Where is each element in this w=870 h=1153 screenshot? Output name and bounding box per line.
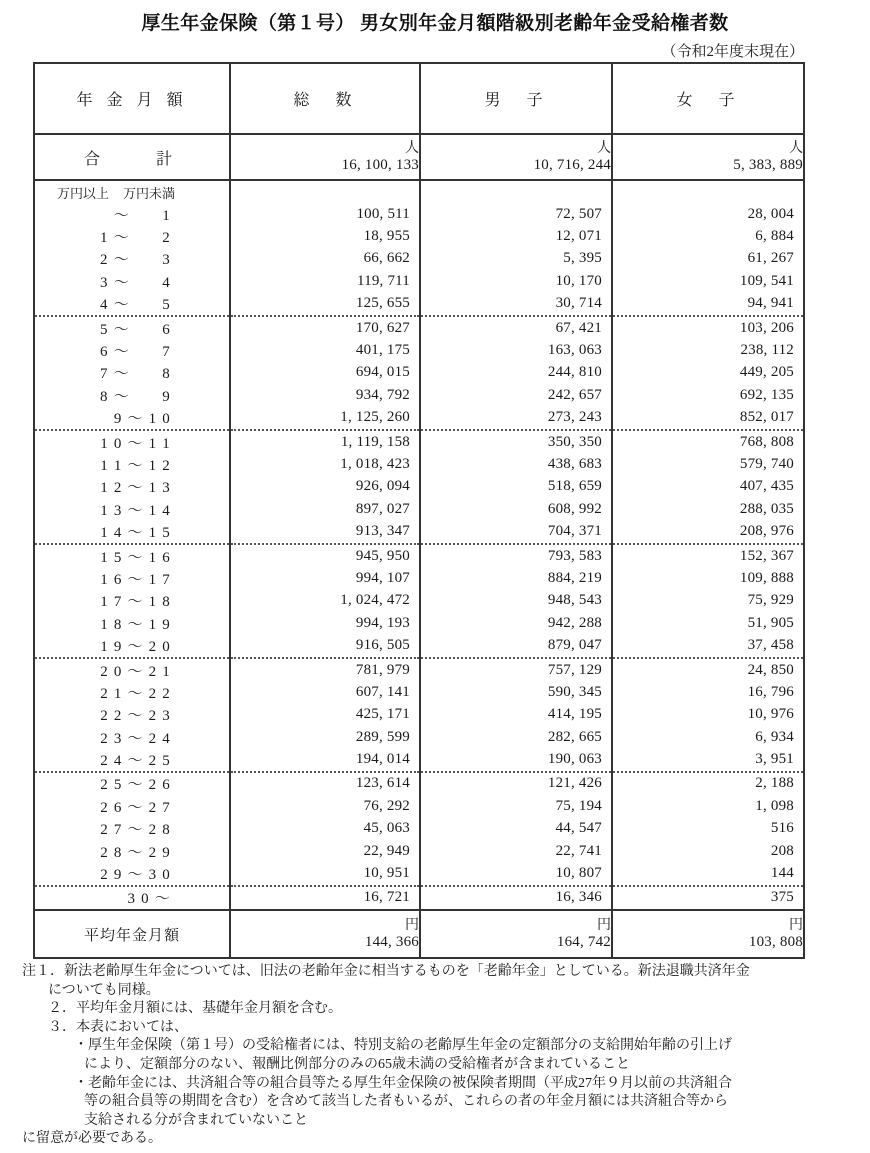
cell-female: 37, 458 <box>612 634 804 657</box>
row-bracket-label: 1 8 ～ 1 9 <box>34 612 230 634</box>
cell-female: 109, 888 <box>612 567 804 589</box>
cell-male: 438, 683 <box>420 453 612 475</box>
cell-total: 934, 792 <box>230 384 420 406</box>
table-row <box>34 748 804 771</box>
unit-yen-total: 円 <box>405 917 419 933</box>
cell-female: 449, 205 <box>612 362 804 384</box>
cell-female: 375 <box>612 886 804 910</box>
cell-total: 897, 027 <box>230 498 420 520</box>
cell-total: 916, 505 <box>230 634 420 657</box>
table-average-row <box>34 910 804 958</box>
row-bracket-label: 2 6 ～ 2 7 <box>34 795 230 817</box>
table-row <box>34 225 804 247</box>
cell-total: 170, 627 <box>230 316 420 339</box>
cell-total: 22, 949 <box>230 840 420 862</box>
cell-female: 692, 135 <box>612 384 804 406</box>
column-header-pension-amount: 年 金 月 額 <box>34 63 230 134</box>
average-female-value: 103, 808 <box>748 933 803 950</box>
cell-total: 100, 511 <box>230 203 420 225</box>
cell-female: 144 <box>612 862 804 885</box>
row-bracket-label: 1 1 ～ 1 2 <box>34 453 230 475</box>
table-row <box>34 407 804 430</box>
cell-female: 407, 435 <box>612 476 804 498</box>
row-bracket-label: 4 ～ 5 <box>34 293 230 316</box>
cell-male: 242, 657 <box>420 384 612 406</box>
cell-total: 16, 721 <box>230 886 420 910</box>
average-row-label: 平均年金月額 <box>34 910 230 958</box>
cell-male: 190, 063 <box>420 748 612 771</box>
row-bracket-label: 1 0 ～ 1 1 <box>34 430 230 453</box>
cell-male: 163, 063 <box>420 339 612 361</box>
table-row <box>34 248 804 270</box>
row-bracket-label: 2 ～ 3 <box>34 248 230 270</box>
cell-male: 72, 507 <box>420 203 612 225</box>
cell-female: 238, 112 <box>612 339 804 361</box>
cell-female: 94, 941 <box>612 293 804 316</box>
row-bracket-label: 1 9 ～ 2 0 <box>34 634 230 657</box>
row-bracket-label: 1 3 ～ 1 4 <box>34 498 230 520</box>
cell-total: 125, 655 <box>230 293 420 316</box>
cell-total: 425, 171 <box>230 704 420 726</box>
cell-total: 76, 292 <box>230 795 420 817</box>
table-row <box>34 772 804 795</box>
cell-total: 994, 107 <box>230 567 420 589</box>
sum-total-cell <box>230 134 420 180</box>
cell-female: 208, 976 <box>612 520 804 543</box>
table-row <box>34 840 804 862</box>
row-bracket-label: 1 ～ 2 <box>34 225 230 247</box>
row-bracket-label: 2 5 ～ 2 6 <box>34 772 230 795</box>
footnote-line: 注１．新法老齢厚生年金については、旧法の老齢年金に相当するものを「老齢年金」としている。新法退職共済年金 <box>22 964 750 979</box>
cell-total: 289, 599 <box>230 726 420 748</box>
cell-male: 67, 421 <box>420 316 612 339</box>
cell-total: 994, 193 <box>230 612 420 634</box>
cell-male: 244, 810 <box>420 362 612 384</box>
average-male-value: 164, 742 <box>556 933 611 950</box>
bracket-upper-label: 万円未満 <box>123 185 176 201</box>
row-bracket-label: 7 ～ 8 <box>34 362 230 384</box>
row-bracket-label: 2 9 ～ 3 0 <box>34 862 230 885</box>
table-row <box>34 795 804 817</box>
table-row <box>34 818 804 840</box>
table-row <box>34 498 804 520</box>
table-header-row <box>34 63 804 134</box>
cell-female: 516 <box>612 818 804 840</box>
statistics-table-container <box>33 62 803 959</box>
cell-male: 282, 665 <box>420 726 612 748</box>
cell-total: 781, 979 <box>230 658 420 681</box>
cell-total: 119, 711 <box>230 270 420 292</box>
table-row <box>34 316 804 339</box>
row-bracket-label: 1 5 ～ 1 6 <box>34 544 230 567</box>
cell-total: 607, 141 <box>230 681 420 703</box>
cell-female: 61, 267 <box>612 248 804 270</box>
cell-male: 942, 288 <box>420 612 612 634</box>
table-row <box>34 681 804 703</box>
cell-total: 926, 094 <box>230 476 420 498</box>
table-row <box>34 362 804 384</box>
cell-total: 45, 063 <box>230 818 420 840</box>
cell-female: 28, 004 <box>612 203 804 225</box>
table-row <box>34 520 804 543</box>
table-row <box>34 658 804 681</box>
unit-person-female: 人 <box>789 140 803 156</box>
cell-female: 1, 098 <box>612 795 804 817</box>
bracket-unit-row <box>34 180 804 203</box>
cell-female: 6, 884 <box>612 225 804 247</box>
table-sum-row <box>34 134 804 180</box>
cell-male: 44, 547 <box>420 818 612 840</box>
row-bracket-label: 3 ～ 4 <box>34 270 230 292</box>
cell-male: 948, 543 <box>420 590 612 612</box>
cell-male: 704, 371 <box>420 520 612 543</box>
column-header-female: 女 子 <box>612 63 804 134</box>
cell-total: 10, 951 <box>230 862 420 885</box>
cell-female: 852, 017 <box>612 407 804 430</box>
table-row <box>34 544 804 567</box>
footnote-line: により、定額部分のない、報酬比例部分のみの65歳未満の受給権者が含まれていること <box>84 1057 630 1073</box>
subtitle-block <box>0 40 804 61</box>
bracket-unit-labels <box>34 180 230 203</box>
cell-female: 2, 188 <box>612 772 804 795</box>
table-row <box>34 270 804 292</box>
row-bracket-label: 2 0 ～ 2 1 <box>34 658 230 681</box>
cell-total: 694, 015 <box>230 362 420 384</box>
row-bracket-label: 2 8 ～ 2 9 <box>34 840 230 862</box>
table-row <box>34 339 804 361</box>
row-bracket-label: 2 1 ～ 2 2 <box>34 681 230 703</box>
unit-person-male: 人 <box>597 140 611 156</box>
cell-total: 1, 024, 472 <box>230 590 420 612</box>
cell-male: 5, 395 <box>420 248 612 270</box>
cell-total: 123, 614 <box>230 772 420 795</box>
footnote-line: ３．本表においては、 <box>48 1019 188 1035</box>
cell-total: 401, 175 <box>230 339 420 361</box>
row-bracket-label: 1 2 ～ 1 3 <box>34 476 230 498</box>
footnote-line: 等の組合員等の期間を含む）を含めて該当した者もいるが、これらの者の年金月額には共済組合等から <box>84 1094 728 1110</box>
sum-male-cell <box>420 134 612 180</box>
footnote-line: ・老齢年金には、共済組合等の組合員等たる厚生年金保険の被保険者期間（平成27年９月以前の共済組合 <box>74 1075 732 1091</box>
row-bracket-label: 2 4 ～ 2 5 <box>34 748 230 771</box>
cell-female: 6, 934 <box>612 726 804 748</box>
sum-male-value: 10, 716, 244 <box>533 156 611 173</box>
cell-female: 208 <box>612 840 804 862</box>
cell-female: 579, 740 <box>612 453 804 475</box>
average-total-cell <box>230 910 420 958</box>
table-row <box>34 862 804 885</box>
table-row <box>34 704 804 726</box>
row-bracket-label: 5 ～ 6 <box>34 316 230 339</box>
table-row <box>34 612 804 634</box>
cell-female: 16, 796 <box>612 681 804 703</box>
cell-male: 518, 659 <box>420 476 612 498</box>
title-block <box>0 8 870 35</box>
table-row <box>34 293 804 316</box>
cell-total: 18, 955 <box>230 225 420 247</box>
sum-female-value: 5, 383, 889 <box>733 156 803 173</box>
cell-male: 590, 345 <box>420 681 612 703</box>
table-row <box>34 203 804 225</box>
cell-male: 16, 346 <box>420 886 612 910</box>
table-row <box>34 430 804 453</box>
row-bracket-label: 1 4 ～ 1 5 <box>34 520 230 543</box>
cell-male: 121, 426 <box>420 772 612 795</box>
table-row <box>34 453 804 475</box>
cell-total: 913, 347 <box>230 520 420 543</box>
cell-total: 66, 662 <box>230 248 420 270</box>
row-bracket-label: 2 3 ～ 2 4 <box>34 726 230 748</box>
cell-male: 608, 992 <box>420 498 612 520</box>
bracket-unit-blank-male <box>420 180 612 203</box>
cell-male: 879, 047 <box>420 634 612 657</box>
table-row <box>34 590 804 612</box>
table-row <box>34 726 804 748</box>
cell-female: 51, 905 <box>612 612 804 634</box>
cell-female: 3, 951 <box>612 748 804 771</box>
row-bracket-label: 1 7 ～ 1 8 <box>34 590 230 612</box>
cell-female: 10, 976 <box>612 704 804 726</box>
cell-total: 945, 950 <box>230 544 420 567</box>
table-row <box>34 476 804 498</box>
row-bracket-label: 2 7 ～ 2 8 <box>34 818 230 840</box>
unit-yen-male: 円 <box>597 917 611 933</box>
table-row <box>34 567 804 589</box>
row-bracket-label: 3 0 ～ <box>34 886 230 910</box>
table-row <box>34 634 804 657</box>
cell-female: 103, 206 <box>612 316 804 339</box>
footnote-line: についても同様。 <box>48 982 160 998</box>
average-female-cell <box>612 910 804 958</box>
cell-male: 30, 714 <box>420 293 612 316</box>
average-male-cell <box>420 910 612 958</box>
bracket-unit-blank-total <box>230 180 420 203</box>
statistics-table <box>33 62 805 959</box>
cell-male: 414, 195 <box>420 704 612 726</box>
cell-male: 12, 071 <box>420 225 612 247</box>
row-bracket-label: 9 ～ 1 0 <box>34 407 230 430</box>
as-of-date: （令和2年度末現在） <box>661 44 804 60</box>
footnote-line: 支給される分が含まれていないこと <box>84 1112 308 1128</box>
cell-male: 75, 194 <box>420 795 612 817</box>
bracket-unit-blank-female <box>612 180 804 203</box>
cell-male: 350, 350 <box>420 430 612 453</box>
cell-female: 152, 367 <box>612 544 804 567</box>
cell-male: 793, 583 <box>420 544 612 567</box>
table-row <box>34 384 804 406</box>
cell-male: 10, 170 <box>420 270 612 292</box>
page-title: 厚生年金保険（第１号） 男女別年金月額階級別老齢年金受給権者数 <box>141 13 729 34</box>
unit-person-total: 人 <box>405 140 419 156</box>
sum-female-cell <box>612 134 804 180</box>
column-header-male: 男 子 <box>420 63 612 134</box>
cell-total: 1, 125, 260 <box>230 407 420 430</box>
cell-male: 884, 219 <box>420 567 612 589</box>
cell-male: 757, 129 <box>420 658 612 681</box>
table-row <box>34 886 804 910</box>
cell-total: 1, 018, 423 <box>230 453 420 475</box>
row-bracket-label: 8 ～ 9 <box>34 384 230 406</box>
cell-female: 24, 850 <box>612 658 804 681</box>
cell-male: 22, 741 <box>420 840 612 862</box>
column-header-total: 総 数 <box>230 63 420 134</box>
row-bracket-label: 6 ～ 7 <box>34 339 230 361</box>
cell-female: 768, 808 <box>612 430 804 453</box>
footnote-line: に留意が必要である。 <box>22 1131 162 1147</box>
row-bracket-label: 1 6 ～ 1 7 <box>34 567 230 589</box>
footnote-line: ２．平均年金月額には、基礎年金月額を含む。 <box>48 1001 342 1017</box>
unit-yen-female: 円 <box>789 917 803 933</box>
cell-male: 273, 243 <box>420 407 612 430</box>
row-bracket-label: 2 2 ～ 2 3 <box>34 704 230 726</box>
cell-female: 75, 929 <box>612 590 804 612</box>
footnotes-block <box>22 963 862 1149</box>
sum-row-label: 合 計 <box>34 134 230 180</box>
average-total-value: 144, 366 <box>364 933 419 950</box>
bracket-lower-label: 万円以上 <box>57 185 110 201</box>
sum-total-value: 16, 100, 133 <box>341 156 419 173</box>
cell-male: 10, 807 <box>420 862 612 885</box>
cell-total: 194, 014 <box>230 748 420 771</box>
cell-female: 288, 035 <box>612 498 804 520</box>
row-bracket-label: ～ 1 <box>34 203 230 225</box>
cell-female: 109, 541 <box>612 270 804 292</box>
cell-total: 1, 119, 158 <box>230 430 420 453</box>
footnote-line: ・厚生年金保険（第１号）の受給権者には、特別支給の老齢厚生年金の定額部分の支給開始年齢の引上げ <box>74 1038 732 1054</box>
